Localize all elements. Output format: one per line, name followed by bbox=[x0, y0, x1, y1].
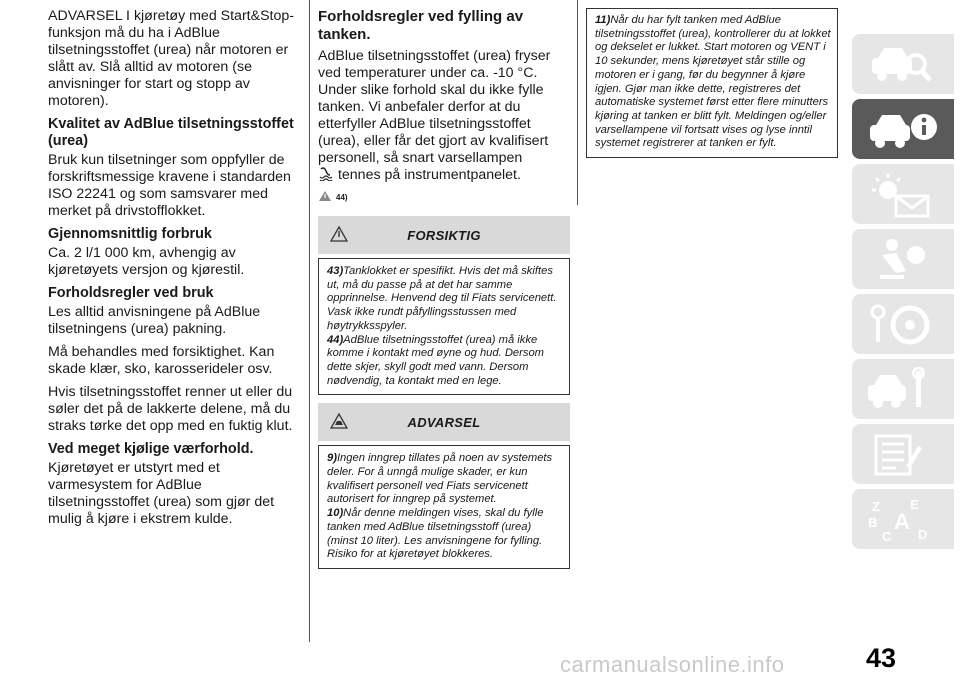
airbag-seat-icon bbox=[866, 237, 936, 283]
note-11-number: 11) bbox=[595, 14, 611, 26]
left-column bbox=[48, 8, 300, 534]
paragraph-quality: Bruk kun tilsetninger som oppfyller de forskriftsmessige kravene i standarden ISO 22241 og som samsvarer med merket på drivstofflokket. bbox=[48, 152, 291, 219]
warning-10-number: 10) bbox=[327, 507, 344, 520]
heading-quality: Kvalitet av AdBlue tilsetningsstoffet (urea) bbox=[48, 116, 294, 149]
tab-safety[interactable] bbox=[852, 229, 954, 289]
note-11-text: Når du har fylt tanken med AdBlue tilsetningsstoffet (urea), kontrollerer du at lokket og dekselet er lukket. Start motoren og VENT i 10 sekunder, mens kjøretøyet står stille og motoren er i gang, før du begynner å kjøre igjen. Gjør man ikke dette, registreres det automatiske systemet først etter flere minutters kjøring at tanken er blitt fylt. Meldingen og/eller varsellampene vil fortsatt vises og lyse inntil systemet registrerer at tanken er fylt. bbox=[595, 14, 831, 150]
note-box bbox=[586, 8, 838, 158]
tab-maintenance[interactable] bbox=[852, 359, 954, 419]
caution-triangle-icon bbox=[330, 226, 348, 242]
page-number: 43 bbox=[866, 643, 897, 673]
caution-43-number: 43) bbox=[327, 265, 344, 277]
svg-text:E: E bbox=[910, 497, 919, 512]
warning-triangle-icon bbox=[318, 190, 332, 202]
warning-9-text: Ingen inngrep tillates på noen av systemets deler. For å unngå mulige skader, er kun kvalifisert personell ved Fiats servicenett autorisert for inngrep på systemet. bbox=[327, 452, 553, 506]
paragraph-handling-1: Les alltid anvisningene på AdBlue tilsetningens (urea) pakning. bbox=[48, 304, 261, 337]
paragraph-filling-end bbox=[318, 167, 570, 184]
chapter-tab-strip bbox=[852, 34, 954, 554]
car-info-icon bbox=[866, 107, 942, 153]
intro-text: ADVARSEL I kjøretøy med Start&Stop-funksjon må du ha i AdBlue tilsetningsstoffet (urea) når motoren er slått av. Slå alltid av motoren (se anvisninger for start og stopp av motoren). bbox=[48, 8, 294, 109]
car-search-icon bbox=[866, 42, 936, 88]
heading-consumption: Gjennomsnittlig forbruk bbox=[48, 226, 212, 242]
paragraph-filling: AdBlue tilsetningsstoffet (urea) fryser ved temperaturer under ca. -10 °C. Under slike forhold skal du ikke fylle tanken. Vi anbefaler derfor at du etterfyller AdBlue tilsetningsstoffet (urea), eller får det gjort av kvalifisert personell, så snart varsellampen bbox=[318, 48, 551, 166]
heading-cold: Ved meget kjølige værforhold. bbox=[48, 441, 254, 457]
tab-index[interactable] bbox=[852, 489, 954, 549]
warning-light-envelope-icon bbox=[866, 172, 936, 218]
warning-header bbox=[318, 403, 570, 441]
reference-44-label: 44) bbox=[336, 193, 348, 202]
right-column bbox=[586, 8, 838, 158]
middle-column bbox=[318, 8, 570, 577]
svg-text:B: B bbox=[868, 515, 878, 530]
caution-43-text: Tanklokket er spesifikt. Hvis det må skiftes ut, må du passe på at det har samme opprinnelse. Henvend deg til Fiats servicenett. Vask ikke rundt påfyllingsstussen med høytrykksspyler. bbox=[327, 265, 557, 332]
warning-title: ADVARSEL bbox=[407, 414, 481, 430]
svg-text:C: C bbox=[882, 529, 892, 543]
caution-44-text: AdBlue tilsetningsstoffet (urea) må ikke komme i kontakt med øyne og hud. Dersom dette skjer, skyll godt med vann. Dersom nødvendig, ta kontakt med en lege. bbox=[327, 333, 545, 387]
tab-car-search[interactable] bbox=[852, 34, 954, 94]
svg-text:D: D bbox=[918, 527, 928, 542]
caution-title: FORSIKTIG bbox=[407, 227, 481, 243]
warning-10-text: Når denne meldingen vises, skal du fylle tanken med AdBlue tilsetningsstoff (urea) (minst 10 liter). Les anvisningene for fylling. Risiko for at kjøretøyet blokkeres. bbox=[327, 507, 544, 561]
paragraph-handling-3: Hvis tilsetningsstoffet renner ut eller du søler det på de lakkerte delene, må du straks tørke det opp med en fuktig klut. bbox=[48, 384, 293, 434]
caution-44-number: 44) bbox=[327, 333, 344, 346]
tab-car-info[interactable] bbox=[852, 99, 954, 159]
tab-warning-lights[interactable] bbox=[852, 164, 954, 224]
filling-end-text: tennes på instrumentpanelet. bbox=[337, 167, 521, 183]
paragraph-cold: Kjøretøyet er utstyrt med et varmesystem for AdBlue tilsetningsstoffet (urea) som gjør det mulig å kjøre i ekstrem kulde. bbox=[48, 460, 275, 527]
paragraph-consumption: Ca. 2 l/1 000 km, avhengig av kjøretøyets versjon og kjørestil. bbox=[48, 245, 245, 278]
heading-filling: Forholdsregler ved fylling av tanken. bbox=[318, 8, 524, 43]
warning-9-number: 9) bbox=[327, 452, 337, 465]
caution-header bbox=[318, 216, 570, 254]
svg-text:Z: Z bbox=[872, 499, 880, 514]
reference-44 bbox=[318, 190, 570, 202]
alphabet-index-icon bbox=[866, 497, 936, 543]
warning-flask-icon bbox=[330, 413, 348, 429]
paragraph-handling-2: Må behandles med forsiktighet. Kan skade klær, sko, karosserideler osv. bbox=[48, 344, 275, 377]
column-divider-1 bbox=[309, 0, 310, 642]
tab-technical-data[interactable] bbox=[852, 424, 954, 484]
column-divider-2 bbox=[577, 0, 578, 205]
svg-text:A: A bbox=[894, 509, 910, 534]
warning-box bbox=[318, 445, 570, 569]
checklist-icon bbox=[866, 432, 936, 478]
car-tools-icon bbox=[866, 367, 936, 413]
adblue-warning-light-icon bbox=[318, 167, 334, 181]
steering-key-icon bbox=[866, 302, 936, 348]
watermark: carmanualsonline.info bbox=[560, 652, 785, 677]
tab-starting-driving[interactable] bbox=[852, 294, 954, 354]
caution-box bbox=[318, 258, 570, 395]
heading-handling: Forholdsregler ved bruk bbox=[48, 285, 214, 301]
